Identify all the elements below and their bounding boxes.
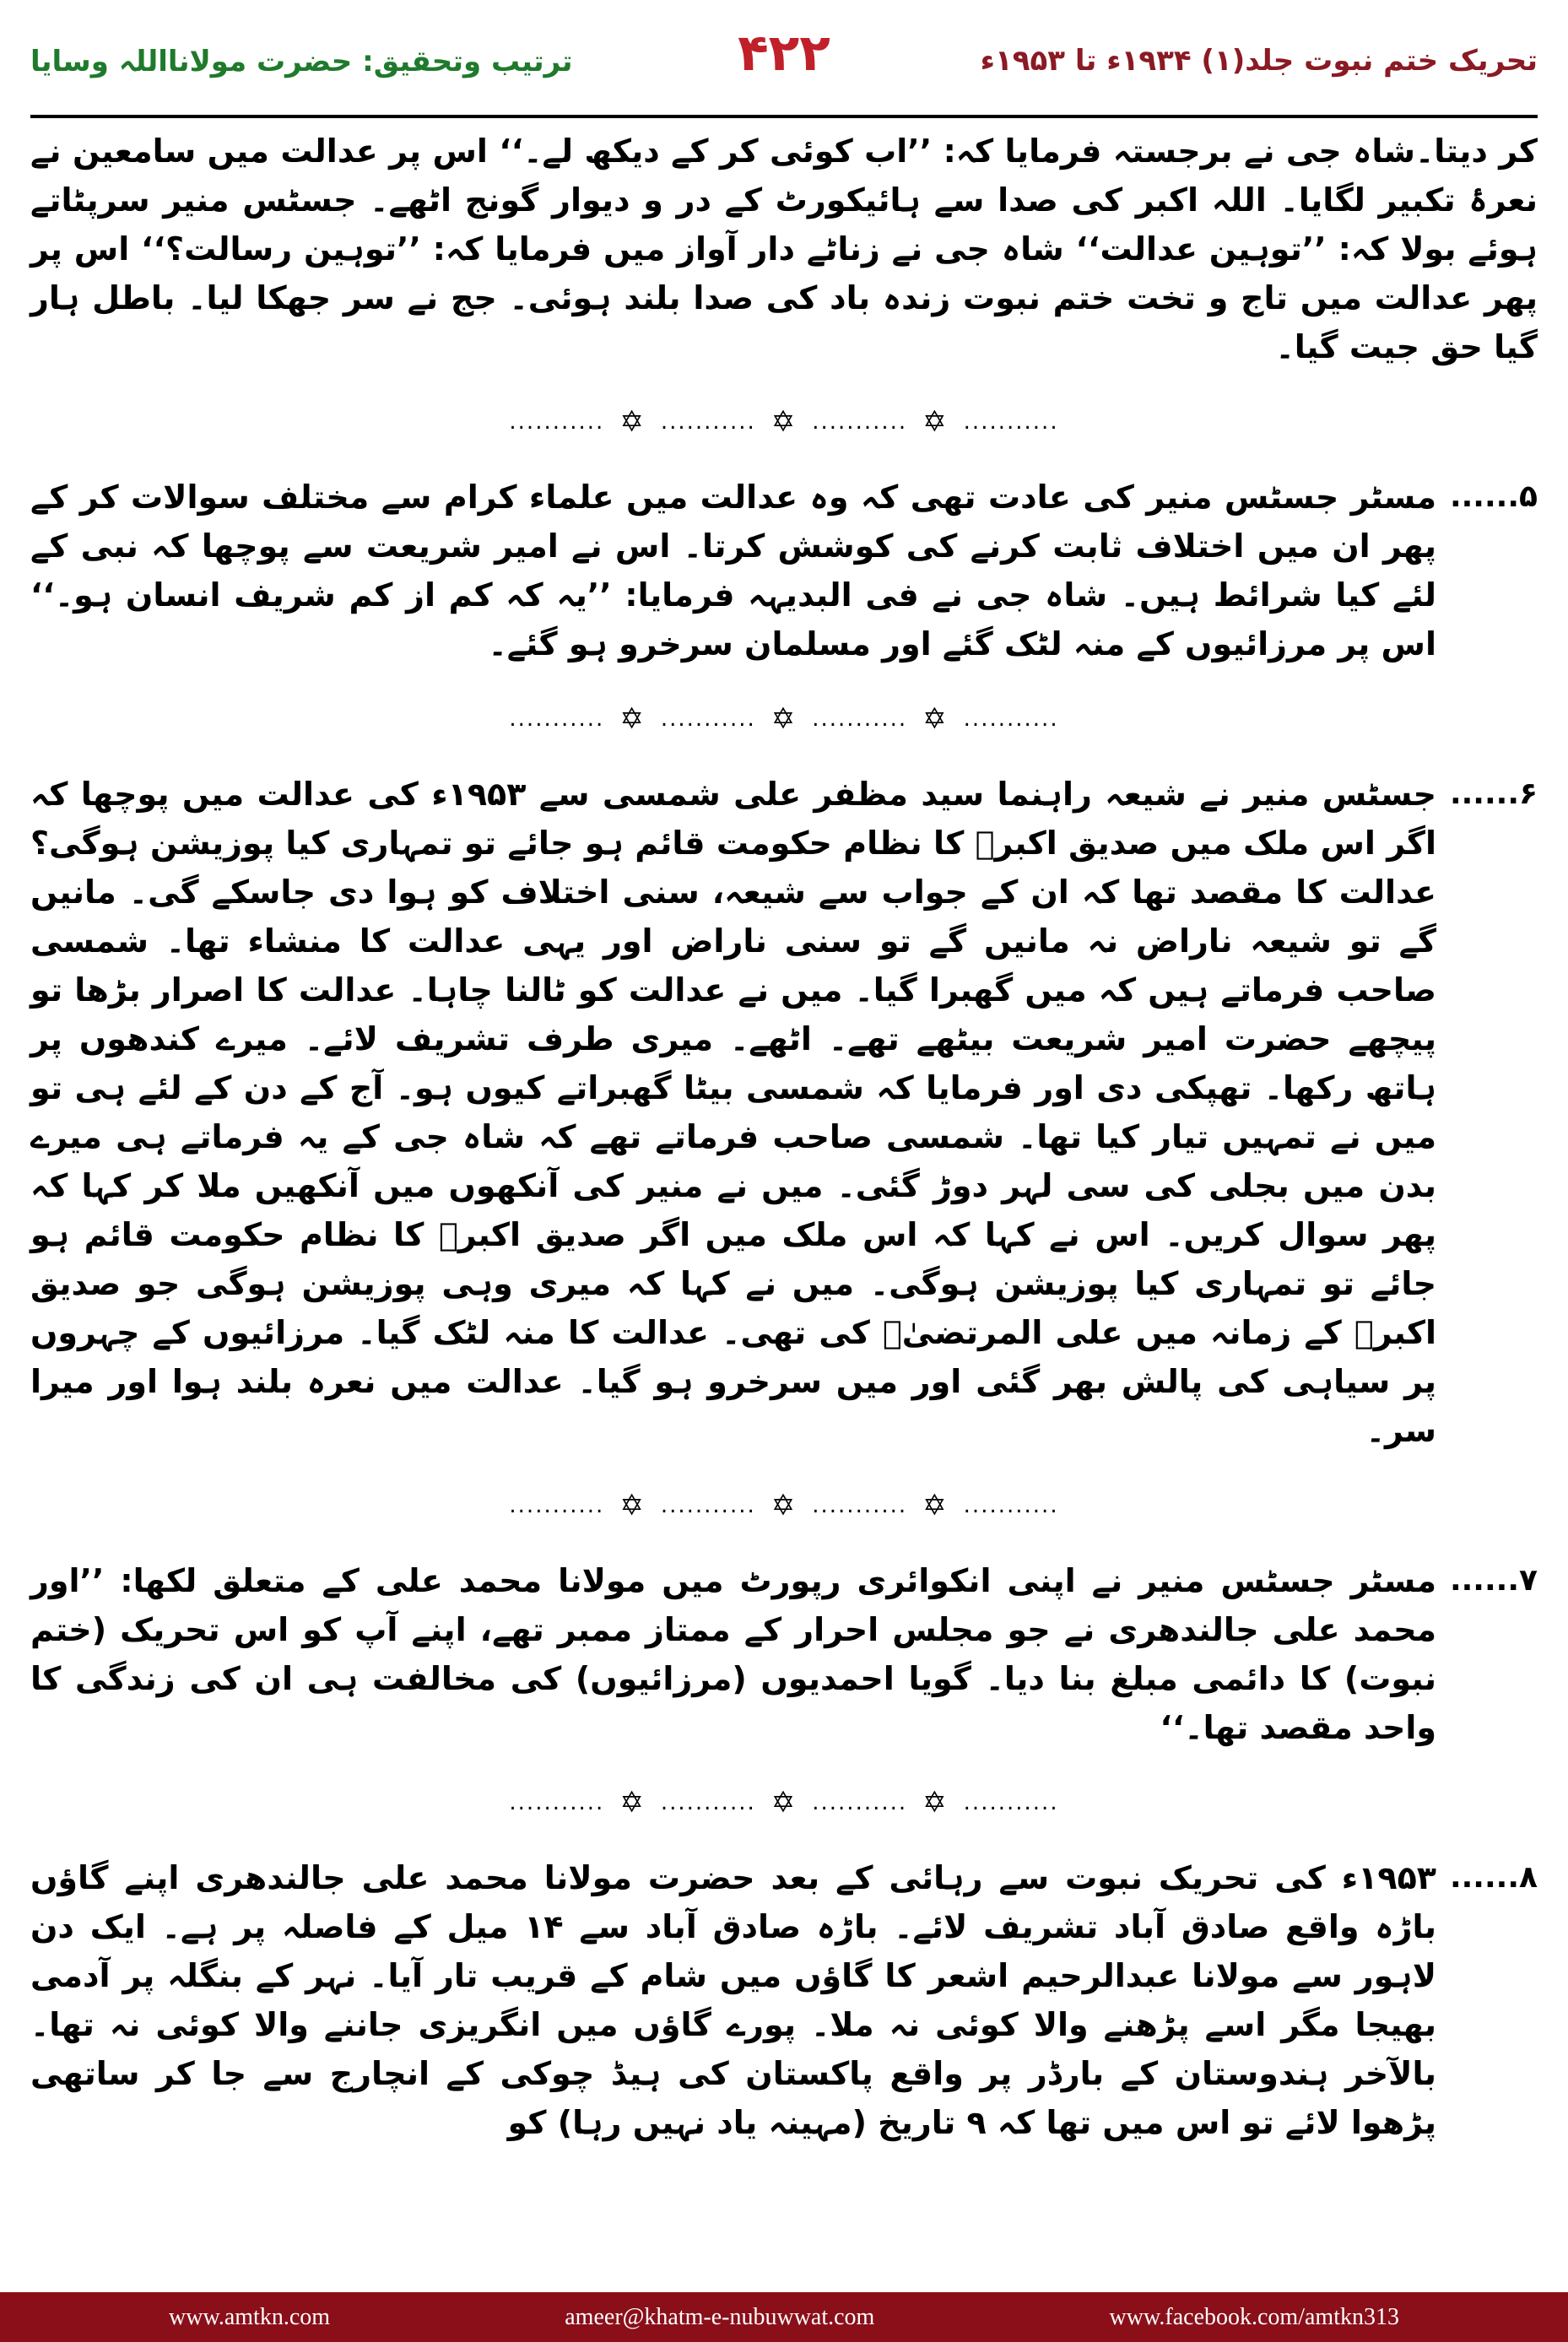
page-number: ۴۲۲ bbox=[738, 24, 830, 83]
separator-dots: ........... bbox=[963, 1790, 1059, 1815]
paragraph-text: جسٹس منیر نے شیعہ راہنما سید مظفر علی شمسی سے ۱۹۵۳ء کی عدالت میں پوچھا کہ اگر اس ملک میں صدیق اکبرؓ کا نظام حکومت قائم ہو جائے تو تمہاری کیا پوزیشن ہوگی؟ عدالت کا مقصد تھا کہ ان کے جواب سے شیعہ، سنی اختلاف کو ہوا دی جاسکے گی۔ مانیں گے تو شیعہ ناراض نہ مانیں گے تو سنی ناراض اور یہی عدالت کا منشاء تھا۔ شمسی صاحب فرماتے ہیں کہ میں گھبرا گیا۔ میں نے عدالت کو ٹالنا چاہا۔ عدالت کا اصرار بڑھا تو پیچھے حضرت امیر شریعت بیٹھے تھے۔ اٹھے۔ میری طرف تشریف لائے۔ میرے کندھوں پر ہاتھ رکھا۔ تھپکی دی اور فرمایا کہ شمسی بیٹا گھبراتے کیوں ہو۔ آج کے دن کے لئے ہی تو میں نے تمہیں تیار کیا تھا۔ شمسی صاحب فرماتے تھے کہ شاہ جی کے یہ فرماتے ہی میرے بدن میں بجلی کی سی لہر دوڑ گئی۔ میں نے منیر کی آنکھوں میں آنکھیں ملا کر کہا کہ پھر سوال کریں۔ اس نے کہا کہ اس ملک میں اگر صدیق اکبرؓ کا نظام حکومت قائم ہو جائے تو تمہاری کیا پوزیشن ہوگی۔ میں نے کہا کہ میری وہی پوزیشن ہوگی جو صدیق اکبرؓ کے زمانہ میں علی المرتضیٰؓ کی تھی۔ عدالت کا منہ لٹک گیا۔ مرزائیوں کے چہروں پر سیاہی کی پالش بھر گئی اور میں سرخرو ہو گیا۔ عدالت میں نعرہ بلند ہوا اور میرا سر۔ bbox=[30, 776, 1436, 1449]
star-icon: ✡ bbox=[619, 1489, 646, 1523]
paragraph-7 bbox=[30, 1556, 1538, 1752]
star-icon: ✡ bbox=[922, 702, 949, 736]
separator-dots: ........... bbox=[509, 1493, 605, 1518]
paragraph-text: ۱۹۵۳ء کی تحریک نبوت سے رہائی کے بعد حضرت مولانا محمد علی جالندھری اپنے گاؤں باڑہ واقع صادق آباد تشریف لائے۔ باڑہ صادق آباد سے ۱۴ میل کے فاصلہ پر ہے۔ ایک دن لاہور سے مولانا عبدالرحیم اشعر کا گاؤں میں شام کے قریب تار آیا۔ نہر کے بنگلہ پر آدمی بھیجا مگر اسے پڑھنے والا کوئی نہ ملا۔ پورے گاؤں میں انگریزی جاننے والا کوئی نہ تھا۔ بالآخر ہندوستان کے بارڈر پر واقع پاکستان کی ہیڈ چوکی کے انچارج سے جا کر ساتھی پڑھوا لائے تو اس میں تھا کہ ۹ تاریخ (مہینہ یاد نہیں رہا) کو bbox=[30, 1859, 1436, 2141]
separator-dots: ........... bbox=[660, 706, 756, 732]
header-author: ترتیب وتحقیق: حضرت مولانااللہ وسایا bbox=[30, 45, 573, 78]
separator-dots: ........... bbox=[812, 706, 908, 732]
star-icon: ✡ bbox=[922, 1489, 949, 1523]
separator-dots: ........... bbox=[963, 1493, 1059, 1518]
separator-dots: ........... bbox=[660, 409, 756, 435]
section-separator bbox=[30, 371, 1538, 473]
star-icon: ✡ bbox=[619, 405, 646, 439]
footer-email-link[interactable]: ameer@khatm-e-nubuwwat.com bbox=[565, 2303, 875, 2330]
paragraph-text: مسٹر جسٹس منیر نے اپنی انکوائری رپورٹ میں مولانا محمد علی کے متعلق لکھا: ’’اور محمد علی جالندھری نے جو مجلس احرار کے ممتاز ممبر تھے، اپنے آپ کو اس تحریک (ختم نبوت) کا دائمی مبلغ بنا دیا۔ گویا احمدیوں (مرزائیوں) کی مخالفت ہی ان کی زندگی کا واحد مقصد تھا۔‘‘ bbox=[30, 1562, 1436, 1746]
paragraph-text: کر دیتا۔شاہ جی نے برجستہ فرمایا کہ: ’’اب کوئی کر کے دیکھ لے۔‘‘ اس پر عدالت میں سامعین نے نعرۂ تکبیر لگایا۔ اللہ اکبر کی صدا سے ہائیکورٹ کے در و دیوار گونج اٹھے۔ جسٹس منیر سرپٹاتے ہوئے بولا کہ: ’’توہین عدالت‘‘ شاہ جی نے زناٹے دار آواز میں فرمایا کہ: ’’توہین رسالت؟‘‘ اس پر پھر عدالت میں تاج و تخت ختم نبوت زندہ باد کی صدا بلند ہوئی۔ جج نے سر جھکا لیا۔ باطل ہار گیا حق جیت گیا۔ bbox=[30, 133, 1538, 365]
page-footer bbox=[0, 2292, 1568, 2342]
separator-dots: ........... bbox=[660, 1493, 756, 1518]
star-icon: ✡ bbox=[619, 702, 646, 736]
paragraph-continued bbox=[30, 127, 1538, 371]
paragraph-number: ۵...... bbox=[1449, 479, 1538, 514]
header-rule bbox=[30, 115, 1538, 118]
star-icon: ✡ bbox=[922, 1786, 949, 1820]
separator-dots: ........... bbox=[963, 706, 1059, 732]
page-header bbox=[30, 24, 1538, 100]
footer-website-link[interactable]: www.amtkn.com bbox=[169, 2303, 331, 2330]
section-separator bbox=[30, 668, 1538, 770]
paragraph-8 bbox=[30, 1853, 1538, 2147]
star-icon: ✡ bbox=[770, 1786, 798, 1820]
paragraph-number: ۷...... bbox=[1449, 1563, 1538, 1598]
paragraph-number: ۸...... bbox=[1449, 1860, 1538, 1895]
separator-dots: ........... bbox=[812, 1790, 908, 1815]
star-icon: ✡ bbox=[922, 405, 949, 439]
page-body bbox=[30, 127, 1538, 2147]
separator-dots: ........... bbox=[660, 1790, 756, 1815]
separator-dots: ........... bbox=[509, 409, 605, 435]
separator-dots: ........... bbox=[812, 409, 908, 435]
header-book-title: تحریک ختم نبوت جلد(۱) ۱۹۳۴ء تا ۱۹۵۳ء bbox=[980, 44, 1538, 78]
separator-dots: ........... bbox=[963, 409, 1059, 435]
paragraph-text: مسٹر جسٹس منیر کی عادت تھی کہ وہ عدالت میں علماء کرام سے مختلف سوالات کر کے پھر ان میں اختلاف ثابت کرنے کی کوشش کرتا۔ اس نے امیر شریعت سے پوچھا کہ نبی کے لئے کیا شرائط ہیں۔ شاہ جی نے فی البدیہہ فرمایا: ’’یہ کہ کم از کم شریف انسان ہو۔‘‘ اس پر مرزائیوں کے منہ لٹک گئے اور مسلمان سرخرو ہو گئے۔ bbox=[30, 479, 1436, 663]
star-icon: ✡ bbox=[619, 1786, 646, 1820]
section-separator bbox=[30, 1455, 1538, 1556]
paragraph-number: ۶...... bbox=[1449, 776, 1538, 811]
star-icon: ✡ bbox=[770, 405, 798, 439]
paragraph-6 bbox=[30, 770, 1538, 1455]
footer-facebook-link[interactable]: www.facebook.com/amtkn313 bbox=[1109, 2303, 1399, 2330]
separator-dots: ........... bbox=[509, 706, 605, 732]
separator-dots: ........... bbox=[812, 1493, 908, 1518]
section-separator bbox=[30, 1752, 1538, 1853]
star-icon: ✡ bbox=[770, 702, 798, 736]
star-icon: ✡ bbox=[770, 1489, 798, 1523]
separator-dots: ........... bbox=[509, 1790, 605, 1815]
paragraph-5 bbox=[30, 473, 1538, 668]
